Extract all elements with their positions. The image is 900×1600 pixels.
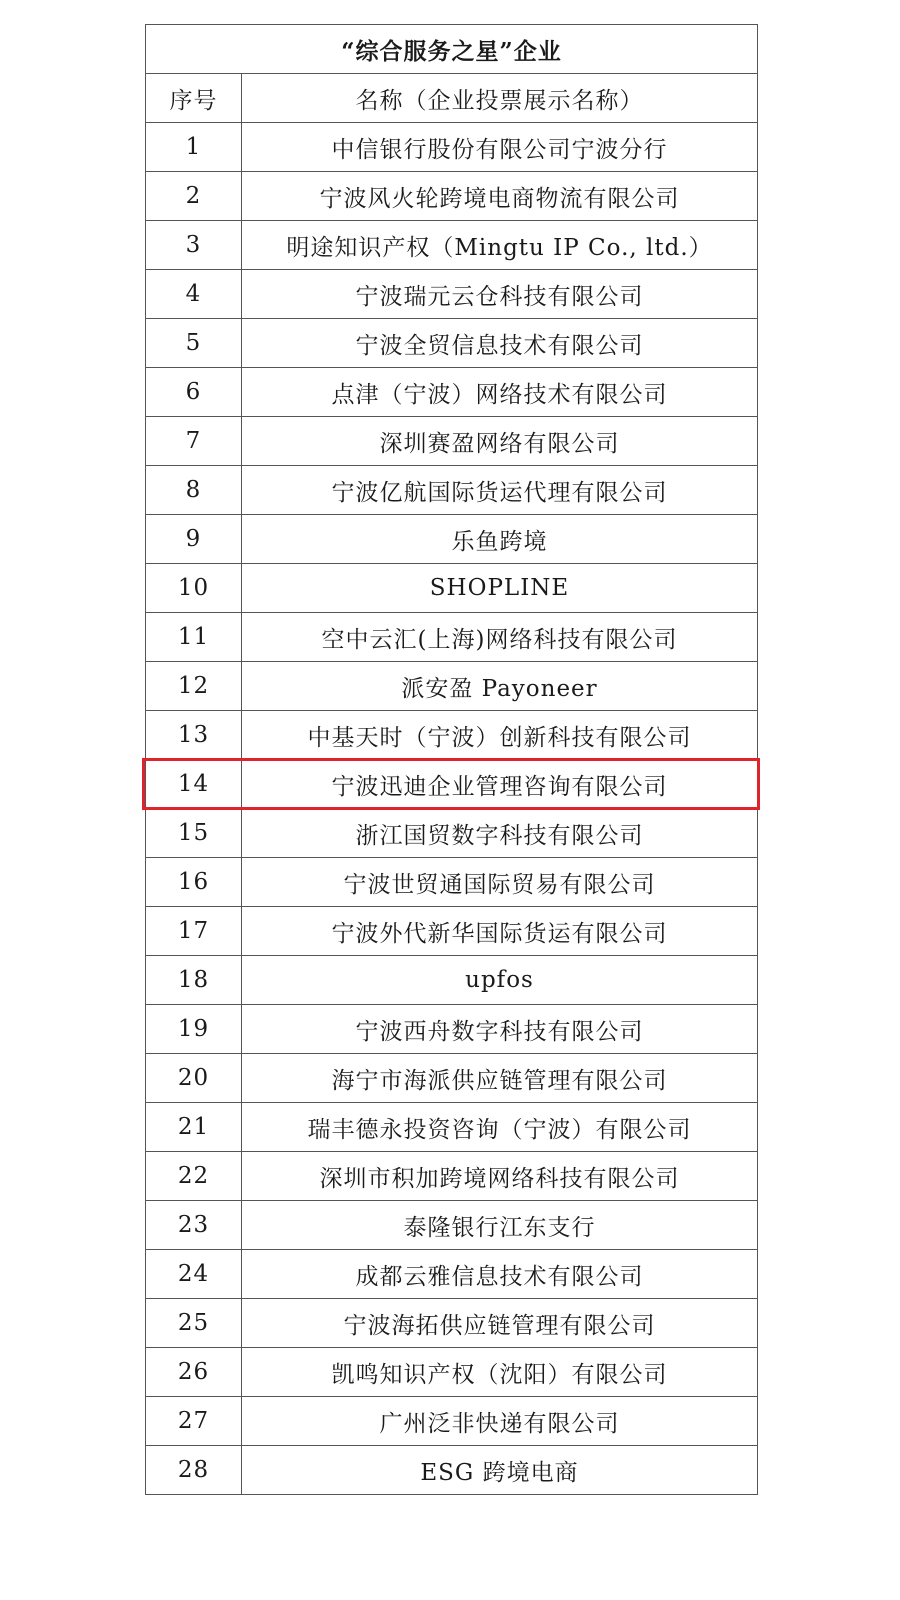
row-number: 1 — [146, 123, 242, 172]
row-number: 28 — [146, 1446, 242, 1495]
table-row — [146, 1152, 758, 1201]
enterprise-name: 海宁市海派供应链管理有限公司 — [242, 1054, 758, 1103]
row-number: 25 — [146, 1299, 242, 1348]
table-row — [146, 1446, 758, 1495]
row-number: 3 — [146, 221, 242, 270]
table-row — [146, 466, 758, 515]
enterprise-name: 宁波瑞元云仓科技有限公司 — [242, 270, 758, 319]
row-number: 22 — [146, 1152, 242, 1201]
row-number: 5 — [146, 319, 242, 368]
column-header-number: 序号 — [146, 74, 242, 123]
enterprise-name: ESG 跨境电商 — [242, 1446, 758, 1495]
row-number: 26 — [146, 1348, 242, 1397]
row-number: 11 — [146, 613, 242, 662]
enterprise-name: 乐鱼跨境 — [242, 515, 758, 564]
table-body — [146, 123, 758, 1495]
table-row — [146, 1250, 758, 1299]
table-row — [146, 417, 758, 466]
table-row — [146, 123, 758, 172]
table-row — [146, 1299, 758, 1348]
row-number: 16 — [146, 858, 242, 907]
row-number: 24 — [146, 1250, 242, 1299]
table-row — [146, 1348, 758, 1397]
row-number: 10 — [146, 564, 242, 613]
table-header-row — [146, 74, 758, 123]
row-number: 2 — [146, 172, 242, 221]
enterprise-name: 成都云雅信息技术有限公司 — [242, 1250, 758, 1299]
enterprise-name: SHOPLINE — [242, 564, 758, 613]
enterprise-name: 宁波亿航国际货运代理有限公司 — [242, 466, 758, 515]
enterprise-name: 深圳赛盈网络有限公司 — [242, 417, 758, 466]
row-number: 17 — [146, 907, 242, 956]
table-row — [146, 270, 758, 319]
enterprise-name: 宁波迅迪企业管理咨询有限公司 — [242, 760, 758, 809]
enterprise-name: 派安盈 Payoneer — [242, 662, 758, 711]
enterprise-name: 宁波西舟数字科技有限公司 — [242, 1005, 758, 1054]
enterprise-list-table — [145, 24, 758, 1495]
row-number: 9 — [146, 515, 242, 564]
enterprise-name: 广州泛非快递有限公司 — [242, 1397, 758, 1446]
table-title-row — [146, 25, 758, 74]
table-row — [146, 172, 758, 221]
enterprise-name: 宁波风火轮跨境电商物流有限公司 — [242, 172, 758, 221]
table-row — [146, 613, 758, 662]
table-row — [146, 858, 758, 907]
enterprise-name: 宁波海拓供应链管理有限公司 — [242, 1299, 758, 1348]
row-number: 20 — [146, 1054, 242, 1103]
enterprise-name: 空中云汇(上海)网络科技有限公司 — [242, 613, 758, 662]
row-number: 7 — [146, 417, 242, 466]
table-row — [146, 662, 758, 711]
table-row — [146, 1054, 758, 1103]
enterprise-name: upfos — [242, 956, 758, 1005]
table-row — [146, 1103, 758, 1152]
table-row — [146, 564, 758, 613]
enterprise-name: 中信银行股份有限公司宁波分行 — [242, 123, 758, 172]
row-number: 12 — [146, 662, 242, 711]
table-row — [146, 368, 758, 417]
row-number: 8 — [146, 466, 242, 515]
table-row — [146, 809, 758, 858]
enterprise-name: 明途知识产权（Mingtu IP Co., ltd.） — [242, 221, 758, 270]
row-number: 19 — [146, 1005, 242, 1054]
table-row — [146, 760, 758, 809]
table-title: “综合服务之星”企业 — [146, 25, 758, 74]
table-row — [146, 711, 758, 760]
enterprise-name: 深圳市积加跨境网络科技有限公司 — [242, 1152, 758, 1201]
enterprise-name: 宁波世贸通国际贸易有限公司 — [242, 858, 758, 907]
row-number: 15 — [146, 809, 242, 858]
table-row — [146, 956, 758, 1005]
row-number: 14 — [146, 760, 242, 809]
table-row — [146, 1397, 758, 1446]
row-number: 4 — [146, 270, 242, 319]
enterprise-name: 泰隆银行江东支行 — [242, 1201, 758, 1250]
enterprise-name: 中基天时（宁波）创新科技有限公司 — [242, 711, 758, 760]
row-number: 13 — [146, 711, 242, 760]
row-number: 27 — [146, 1397, 242, 1446]
table-row — [146, 319, 758, 368]
enterprise-name: 浙江国贸数字科技有限公司 — [242, 809, 758, 858]
enterprise-name: 点津（宁波）网络技术有限公司 — [242, 368, 758, 417]
enterprise-name: 凯鸣知识产权（沈阳）有限公司 — [242, 1348, 758, 1397]
enterprise-name: 宁波全贸信息技术有限公司 — [242, 319, 758, 368]
row-number: 23 — [146, 1201, 242, 1250]
row-number: 6 — [146, 368, 242, 417]
enterprise-name: 瑞丰德永投资咨询（宁波）有限公司 — [242, 1103, 758, 1152]
table-row — [146, 221, 758, 270]
row-number: 21 — [146, 1103, 242, 1152]
enterprise-name: 宁波外代新华国际货运有限公司 — [242, 907, 758, 956]
row-number: 18 — [146, 956, 242, 1005]
table-row — [146, 515, 758, 564]
enterprise-list-table-container — [145, 24, 757, 1495]
table-row — [146, 1005, 758, 1054]
table-row — [146, 1201, 758, 1250]
column-header-name: 名称（企业投票展示名称） — [242, 74, 758, 123]
table-row — [146, 907, 758, 956]
